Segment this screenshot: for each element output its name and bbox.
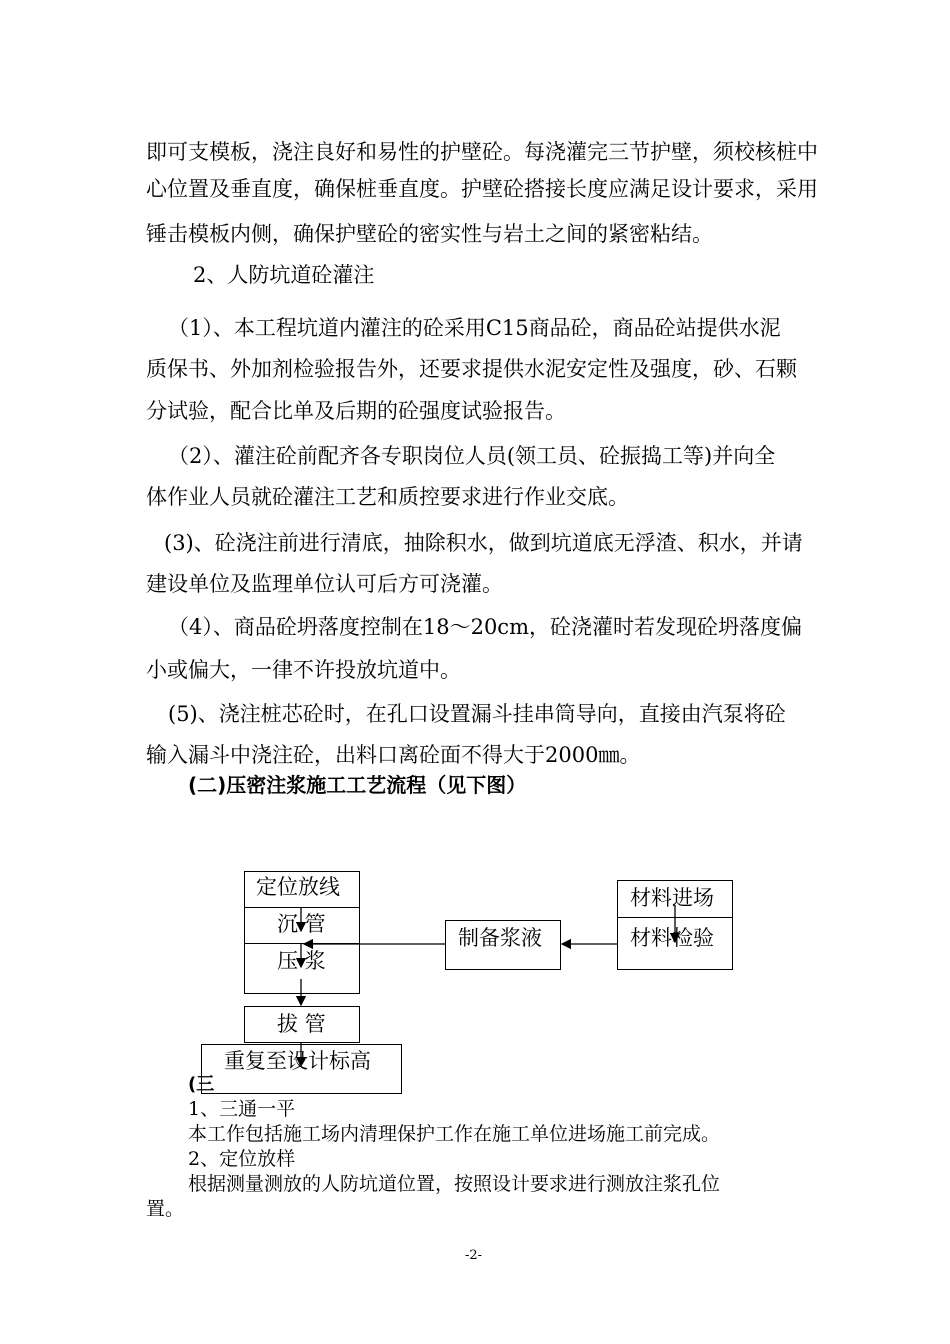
flow-step-prepare-slurry: 制备浆液 — [458, 926, 542, 950]
body-text-line: 即可支模板，浇注良好和易性的护壁砼。每浇灌完三节护壁，须校核桩中 — [146, 140, 818, 164]
flow-step-repeat: 重复至设计标高 — [224, 1049, 371, 1073]
list-item-5-line: (5)、浇注桩芯砼时，在孔口设置漏斗挂串筒导向，直接由汽泵将砼 — [168, 702, 786, 726]
page-number: -2- — [465, 1248, 483, 1263]
body-text-line: 锤击模板内侧，确保护壁砼的密实性与岩土之间的紧密粘结。 — [146, 222, 713, 246]
partial-section-heading: (三 — [188, 1074, 215, 1095]
section-heading-2: 2、人防坑道砼灌注 — [193, 263, 375, 287]
list-item-4-line: （4）、商品砼坍落度控制在18～20cm，砼浇灌时若发现砼坍落度偏 — [168, 615, 802, 639]
body-text-line: 根据测量测放的人防坑道位置，按照设计要求进行测放注浆孔位 — [188, 1173, 721, 1195]
flow-step-grout: 压 浆 — [277, 949, 326, 973]
section-heading-flow: (二)压密注浆施工工艺流程（见下图） — [188, 773, 527, 797]
body-text-line: 心位置及垂直度，确保桩垂直度。护壁砼搭接长度应满足设计要求，采用 — [146, 177, 818, 201]
flow-step-sink-pipe: 沉 管 — [277, 912, 326, 936]
flow-step-locate: 定位放线 — [256, 875, 340, 899]
list-item-1-line: 质保书、外加剂检验报告外，还要求提供水泥安定性及强度，砂、石颗 — [146, 357, 797, 381]
list-item-1-line: 分试验，配合比单及后期的砼强度试验报告。 — [146, 399, 566, 423]
list-item-2-line: （2）、灌注砼前配齐各专职岗位人员(领工员、砼振捣工等)并向全 — [168, 444, 776, 468]
body-text-line: 本工作包括施工场内清理保护工作在施工单位进场施工前完成。 — [188, 1123, 721, 1145]
flow-step-material-arrival: 材料进场 — [630, 886, 714, 910]
flow-step-pull-pipe: 拔 管 — [277, 1012, 326, 1036]
body-text-line: 置。 — [146, 1198, 185, 1220]
list-item-3-line: (3)、砼浇注前进行清底，抽除积水，做到坑道底无浮渣、积水，并请 — [164, 531, 803, 555]
list-item-4-line: 小或偏大，一律不许投放坑道中。 — [146, 658, 461, 682]
subheading-1: 1、三通一平 — [188, 1098, 296, 1120]
list-item-3-line: 建设单位及监理单位认可后方可浇灌。 — [146, 572, 503, 596]
list-item-5-line: 输入漏斗中浇注砼，出料口离砼面不得大于2000㎜。 — [146, 743, 641, 767]
flow-step-material-inspection: 材料检验 — [630, 926, 714, 950]
subheading-2: 2、定位放样 — [188, 1148, 296, 1170]
list-item-2-line: 体作业人员就砼灌注工艺和质控要求进行作业交底。 — [146, 485, 629, 509]
list-item-1-line: （1）、本工程坑道内灌注的砼采用C15商品砼，商品砼站提供水泥 — [168, 316, 781, 340]
